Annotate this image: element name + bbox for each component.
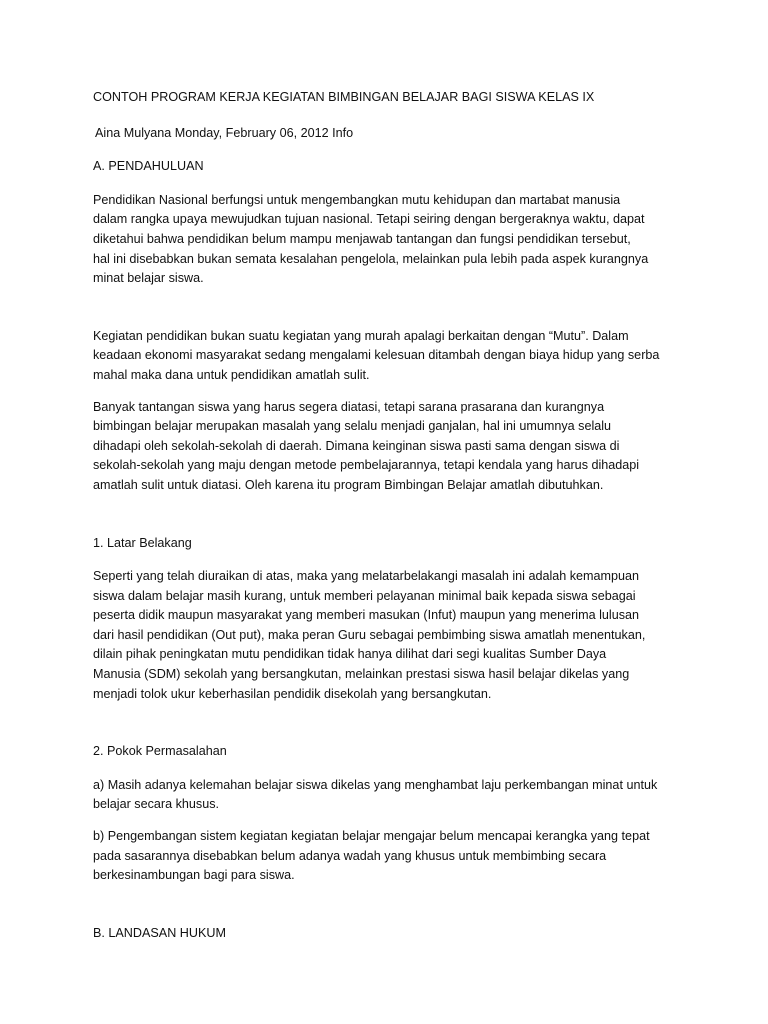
paragraph-intro-2: Kegiatan pendidikan bukan suatu kegiatan yang murah apalagi berkaitan dengan “Mutu”. Dalam keadaan ekonomi masyarakat sedang mengalami kelesuan ditambah dengan biaya hidup yang serba mahal maka dana untuk pendidikan amatlah sulit. bbox=[93, 328, 660, 382]
section-heading-pendahuluan: A. PENDAHULUAN bbox=[93, 159, 204, 174]
heading-pokok-permasalahan: 2. Pokok Permasalahan bbox=[93, 744, 227, 759]
document-title: CONTOH PROGRAM KERJA KEGIATAN BIMBINGAN BELAJAR BAGI SISWA KELAS IX bbox=[93, 90, 595, 104]
author-date-line: Aina Mulyana Monday, February 06, 2012 Info bbox=[95, 125, 354, 140]
section-heading-landasan-hukum: B. LANDASAN HUKUM bbox=[93, 925, 226, 940]
list-item-b: b) Pengembangan sistem kegiatan kegiatan belajar mengajar belum mencapai kerangka yang tepat pada sasarannya disebabkan belum adanya wadah yang khusus untuk membimbing secara berkesinambungan bagi para siswa. bbox=[93, 829, 650, 883]
list-item-a: a) Masih adanya kelemahan belajar siswa dikelas yang menghambat laju perkembangan minat untuk belajar secara khusus. bbox=[93, 777, 658, 812]
heading-latar-belakang: 1. Latar Belakang bbox=[93, 535, 192, 550]
paragraph-intro-1: Pendidikan Nasional berfungsi untuk mengembangkan mutu kehidupan dan martabat manusia dalam rangka upaya mewujudkan tujuan nasional. Tetapi seiring dengan bergeraknya waktu, dapat diketahui bahwa pendidikan belum mampu menjawab tantangan dan fungsi pendidikan tersebut, hal ini disebabkan bukan semata kesalahan pengelola, melainkan pula lebih pada aspek kurangnya minat belajar siswa. bbox=[93, 192, 649, 286]
paragraph-latar-belakang: Seperti yang telah diuraikan di atas, maka yang melatarbelakangi masalah ini adalah kemampuan siswa dalam belajar masih kurang, untuk memberi pelayanan minimal baik kepada siswa sebagai peserta didik maupun masyarakat yang memberi masukan (Infut) maupun yang menerima lulusan dari hasil pendidikan (Out put), maka peran Guru sebagai pembimbing siswa amatlah menentukan, dilain pihak peningkatan mutu pendidikan tidak hanya dilihat dari segi kualitas Sumber Daya Manusia (SDM) sekolah yang bersangkutan, melainkan prestasi siswa hasil belajar dikelas yang menjadi tolok ukur keberhasilan pendidik disekolah yang bersangkutan. bbox=[93, 569, 646, 701]
document-body bbox=[93, 88, 683, 943]
paragraph-intro-3: Banyak tantangan siswa yang harus segera diatasi, tetapi sarana prasarana dan kurangnya bimbingan belajar merupakan masalah yang selalu menjadi ganjalan, hal ini umumnya selalu dihadapi oleh sekolah-sekolah di daerah. Dimana keinginan siswa pasti sama dengan siswa di sekolah-sekolah yang maju dengan metode pembelajarannya, tetapi kendala yang harus dihadapi amatlah sulit untuk diatasi. Oleh karena itu program Bimbingan Belajar amatlah dibutuhkan. bbox=[93, 399, 640, 492]
